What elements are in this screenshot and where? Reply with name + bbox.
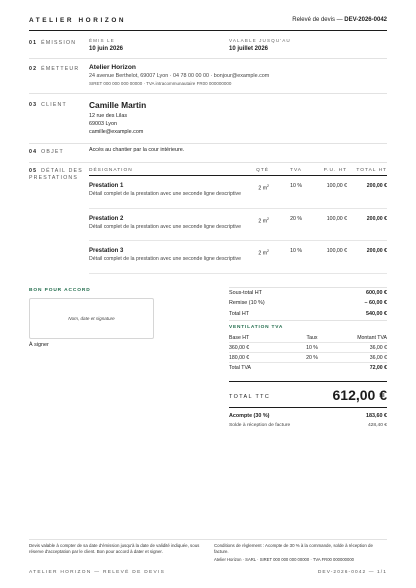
subtotal-row (229, 290, 387, 297)
acompte-label: Acompte (30 %) (229, 413, 270, 419)
item-description: Détail complet de la prestation avec une seconde ligne descriptive (89, 256, 241, 262)
divider (29, 143, 387, 144)
item-unit-price: 100,00 € (326, 248, 347, 254)
totals-top-divider (229, 287, 387, 288)
acompte-value: 183,60 € (366, 413, 387, 419)
client-city: 69003 Lyon (89, 121, 117, 127)
vat-base: 360,00 € (229, 344, 250, 351)
brand-name: ATELIER HORIZON (29, 17, 127, 24)
footer-divider (29, 539, 387, 540)
items-table-header (89, 166, 387, 176)
column-total: TOTAL HT (356, 168, 387, 173)
item-total: 200,00 € (366, 248, 387, 254)
solde-value: 428,40 € (367, 423, 387, 428)
section-label-client: 03 CLIENT (29, 102, 67, 108)
signature-placeholder: Nom, date et signature (68, 316, 115, 321)
vat-total-row (229, 363, 387, 373)
vat-amount-header: Montant TVA (357, 334, 387, 341)
footer-validity-note: Devis valable à compter de sa date d'émission jusqu'à la date de validité indiquée, sous réserve d'acceptation par le client. Bon pour accord à dater et signer. (29, 543, 200, 555)
emis-date: 10 juin 2026 (89, 46, 124, 52)
document-number: DEV-2026-0042 (344, 17, 387, 23)
discount-value: – 60,00 € (364, 300, 387, 306)
ventilation-title: VENTILATION TVA (229, 325, 284, 330)
vat-base: 180,00 € (229, 354, 250, 361)
footer-payment-terms: Conditions de règlement : Acompte de 30 % à la commande, solde à réception de facture. (214, 543, 373, 555)
table-row (89, 209, 387, 242)
item-tva: 10 % (290, 248, 302, 254)
vat-breakdown-table (229, 333, 387, 373)
emetteur-name: Atelier Horizon (89, 64, 136, 71)
footer-brand: ATELIER HORIZON — RELEVÉ DE DEVIS (29, 570, 166, 575)
item-total: 200,00 € (366, 183, 387, 189)
item-unit-price: 100,00 € (326, 183, 347, 189)
items-table (89, 166, 387, 274)
section-label-details: 05 DÉTAIL DES PRESTATIONS (29, 168, 83, 181)
discount-row (229, 300, 387, 307)
column-designation: DÉSIGNATION (89, 168, 133, 173)
item-tva: 20 % (290, 215, 302, 222)
client-name: Camille Martin (89, 100, 147, 110)
table-row (89, 241, 387, 274)
item-description: Détail complet de la prestation avec une seconde ligne descriptive (89, 191, 241, 197)
footer-legal: Atelier Horizon · SARL · SIRET 000 000 000 00000 · TVA FR00 000000000 (214, 557, 354, 562)
item-name: Prestation 2 (89, 215, 124, 222)
vat-rate-header: Taux (306, 334, 318, 341)
emetteur-legal: SIRET 000 000 000 00000 · TVA intracommunautaire FR00 000000000 (89, 81, 232, 86)
client-email: camille@example.com (89, 129, 144, 135)
solde-row (229, 422, 387, 429)
item-name: Prestation 3 (89, 248, 124, 254)
column-qte: QTÉ (256, 168, 269, 173)
signature-box[interactable] (29, 298, 154, 339)
section-label-emetteur: 02 ÉMETTEUR (29, 66, 80, 72)
item-tva: 10 % (290, 183, 302, 189)
ttc-top-divider (229, 381, 387, 382)
table-row (89, 176, 387, 209)
objet-text: Accès au chantier par la cour intérieure. (89, 147, 185, 153)
emis-label: ÉMIS LE (89, 38, 115, 43)
item-total: 200,00 € (366, 215, 387, 222)
total-ht-label: Total HT (229, 311, 250, 317)
ttc-label: TOTAL TTC (229, 394, 271, 400)
divider (229, 320, 387, 321)
vat-row (229, 353, 387, 363)
section-label-objet: 04 OBJET (29, 149, 64, 155)
ttc-bottom-divider (229, 407, 387, 408)
column-pu: P.U. HT (323, 168, 347, 173)
divider (29, 162, 387, 163)
item-quantity: 2 $m^2$ (258, 216, 269, 225)
divider (29, 58, 387, 59)
column-tva: TVA (290, 168, 302, 173)
discount-label: Remise (10 %) (229, 300, 265, 306)
subtotal-label: Sous-total HT (229, 290, 262, 296)
valid-label: VALABLE JUSQU'AU (229, 38, 291, 43)
item-quantity: 2 $m^2$ (258, 184, 269, 192)
item-unit-price: 100,00 € (326, 215, 347, 222)
accord-title: BON POUR ACCORD (29, 288, 91, 293)
vat-amount: 36,00 € (369, 344, 387, 351)
vat-rate: 10 % (306, 344, 318, 351)
item-description: Détail complet de la prestation avec une seconde ligne descriptive (89, 223, 241, 230)
total-ht-value: 540,00 € (366, 311, 387, 317)
subtotal-value: 600,00 € (366, 290, 387, 296)
footer-page-number: DEV-2026-0042 — 1/1 (317, 570, 387, 575)
item-name: Prestation 1 (89, 183, 124, 189)
vat-amount: 36,00 € (369, 354, 387, 361)
client-street: 12 rue des Lilas (89, 113, 128, 119)
divider (29, 93, 387, 94)
total-ht-row (229, 311, 387, 318)
vat-header-row (229, 333, 387, 343)
total-tva-label: Total TVA (229, 365, 252, 371)
vat-base-header: Base HT (229, 334, 250, 341)
vat-row (229, 343, 387, 353)
document-type: Relevé de devis — (292, 17, 343, 23)
solde-label: Solde à réception de facture (229, 423, 291, 428)
total-tva-value: 72,00 € (369, 365, 387, 371)
header-divider (29, 30, 387, 31)
valid-date: 10 juillet 2026 (229, 46, 269, 52)
ttc-value: 612,00 € (332, 387, 387, 403)
section-label-emission: 01 ÉMISSION (29, 40, 77, 46)
vat-rate: 20 % (306, 354, 318, 361)
emetteur-address: 24 avenue Berthelot, 69007 Lyon · 04 78 00 00 00 · bonjour@example.com (89, 73, 270, 79)
item-quantity: 2 $m^2$ (258, 249, 269, 257)
acompte-row (229, 413, 387, 420)
document-reference (292, 17, 387, 23)
sign-label: À signer (29, 342, 49, 348)
